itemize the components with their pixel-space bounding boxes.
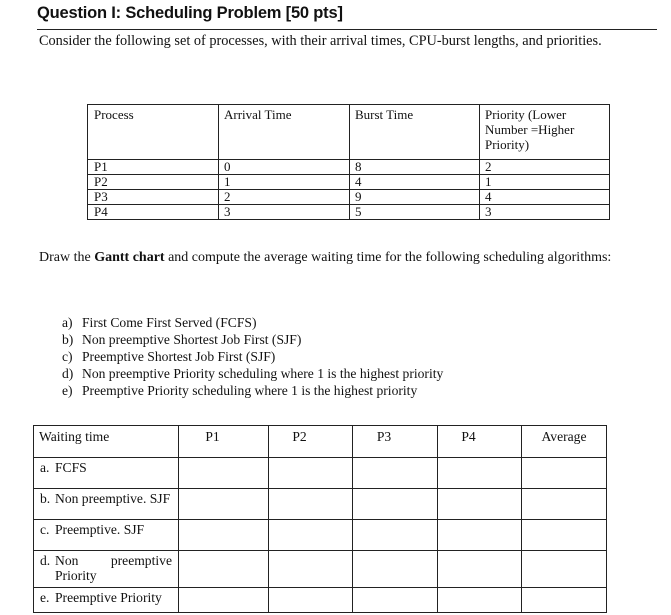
row-label [34, 520, 179, 551]
row-label-text: Non [55, 553, 79, 568]
question-heading: Question I: Scheduling Problem [50 pts] [37, 4, 343, 22]
table-row [34, 588, 607, 613]
row-label-text: FCFS [55, 460, 87, 475]
process-cell: P4 [88, 205, 219, 220]
arrival-cell: 3 [219, 205, 350, 220]
answer-cell-p4[interactable] [438, 458, 522, 489]
question-intro: Consider the following set of processes, with their arrival times, CPU-burst lengths, and priorities. [39, 33, 602, 49]
waiting-table-header [34, 426, 607, 458]
instruction-bold: Gantt chart [94, 250, 165, 265]
row-label [34, 489, 179, 520]
header-waiting-time: Waiting time [34, 426, 179, 458]
row-letter: b. [40, 491, 51, 506]
row-letter: c. [40, 522, 50, 537]
answer-cell-average[interactable] [522, 588, 607, 613]
row-label-text: Priority [55, 568, 97, 583]
answer-cell-p2[interactable] [269, 489, 353, 520]
answer-cell-average[interactable] [522, 551, 607, 588]
table-row [34, 489, 607, 520]
answer-cell-p1[interactable] [179, 458, 269, 489]
table-row [88, 160, 610, 175]
table-row [34, 458, 607, 489]
instruction-pre: Draw the [39, 250, 95, 265]
priority-cell: 3 [480, 205, 610, 220]
process-cell: P2 [88, 175, 219, 190]
answer-cell-p3[interactable] [353, 458, 438, 489]
priority-cell: 2 [480, 160, 610, 175]
list-item [62, 348, 443, 365]
answer-cell-p4[interactable] [438, 551, 522, 588]
header-p3: P3 [353, 426, 438, 458]
arrival-cell: 0 [219, 160, 350, 175]
row-label-text: Preemptive Priority [55, 590, 162, 605]
list-item [62, 331, 443, 348]
answer-cell-p4[interactable] [438, 489, 522, 520]
instruction-post: and compute the average waiting time for the following scheduling algorithms: [164, 250, 612, 265]
list-text: Preemptive Shortest Job First (SJF) [82, 349, 276, 364]
table-row [88, 205, 610, 220]
row-label [34, 588, 179, 613]
row-letter: d. [40, 553, 51, 568]
answer-cell-p2[interactable] [269, 520, 353, 551]
row-label [34, 551, 179, 588]
answer-cell-p2[interactable] [269, 458, 353, 489]
list-letter: d) [62, 366, 74, 381]
answer-cell-average[interactable] [522, 520, 607, 551]
answer-cell-p2[interactable] [269, 551, 353, 588]
answer-cell-p2[interactable] [269, 588, 353, 613]
header-p1: P1 [179, 426, 269, 458]
burst-cell: 4 [350, 175, 480, 190]
answer-cell-average[interactable] [522, 458, 607, 489]
list-text: Non preemptive Shortest Job First (SJF) [82, 332, 302, 347]
answer-cell-p1[interactable] [179, 551, 269, 588]
table-row [34, 520, 607, 551]
process-table [87, 104, 610, 220]
waiting-time-table [33, 425, 607, 613]
arrival-cell: 1 [219, 175, 350, 190]
list-letter: b) [62, 332, 74, 347]
list-text: Non preemptive Priority scheduling where 1 is the highest priority [82, 366, 444, 381]
header-arrival-time: Arrival Time [219, 105, 350, 160]
arrival-cell: 2 [219, 190, 350, 205]
priority-cell: 1 [480, 175, 610, 190]
answer-cell-p3[interactable] [353, 551, 438, 588]
row-letter: a. [40, 460, 50, 475]
header-burst-time: Burst Time [350, 105, 480, 160]
answer-cell-p1[interactable] [179, 489, 269, 520]
header-p4: P4 [438, 426, 522, 458]
answer-cell-p3[interactable] [353, 520, 438, 551]
list-item [62, 314, 443, 331]
row-letter: e. [40, 590, 50, 605]
list-item [62, 365, 443, 382]
burst-cell: 9 [350, 190, 480, 205]
header-priority-line: Number =Higher [485, 122, 575, 137]
heading-rule [37, 29, 657, 30]
answer-cell-p4[interactable] [438, 520, 522, 551]
answer-cell-p4[interactable] [438, 588, 522, 613]
row-label-text: Non preemptive. SJF [55, 491, 171, 506]
row-label-text: preemptive [110, 553, 172, 568]
header-process: Process [88, 105, 219, 160]
process-cell: P1 [88, 160, 219, 175]
instruction-text [39, 250, 611, 266]
list-letter: a) [62, 315, 73, 330]
answer-cell-p3[interactable] [353, 588, 438, 613]
row-label-line [40, 553, 178, 569]
table-row [88, 175, 610, 190]
header-average: Average [522, 426, 607, 458]
burst-cell: 5 [350, 205, 480, 220]
process-cell: P3 [88, 190, 219, 205]
priority-cell: 4 [480, 190, 610, 205]
algorithm-list [62, 314, 443, 399]
list-text: Preemptive Priority scheduling where 1 is the highest priority [82, 383, 418, 398]
answer-cell-p3[interactable] [353, 489, 438, 520]
header-p2: P2 [269, 426, 353, 458]
header-priority-line: Priority) [485, 137, 530, 152]
list-item [62, 382, 443, 399]
process-table-header [88, 105, 610, 160]
row-label [34, 458, 179, 489]
answer-cell-p1[interactable] [179, 588, 269, 613]
row-label-text: Preemptive. SJF [55, 522, 145, 537]
table-row [34, 551, 607, 588]
answer-cell-p1[interactable] [179, 520, 269, 551]
row-label-line [40, 569, 178, 582]
list-letter: e) [62, 383, 73, 398]
header-priority [480, 105, 610, 160]
list-text: First Come First Served (FCFS) [82, 315, 257, 330]
header-priority-line: Priority (Lower [485, 107, 567, 122]
answer-cell-average[interactable] [522, 489, 607, 520]
table-row [88, 190, 610, 205]
burst-cell: 8 [350, 160, 480, 175]
list-letter: c) [62, 349, 73, 364]
